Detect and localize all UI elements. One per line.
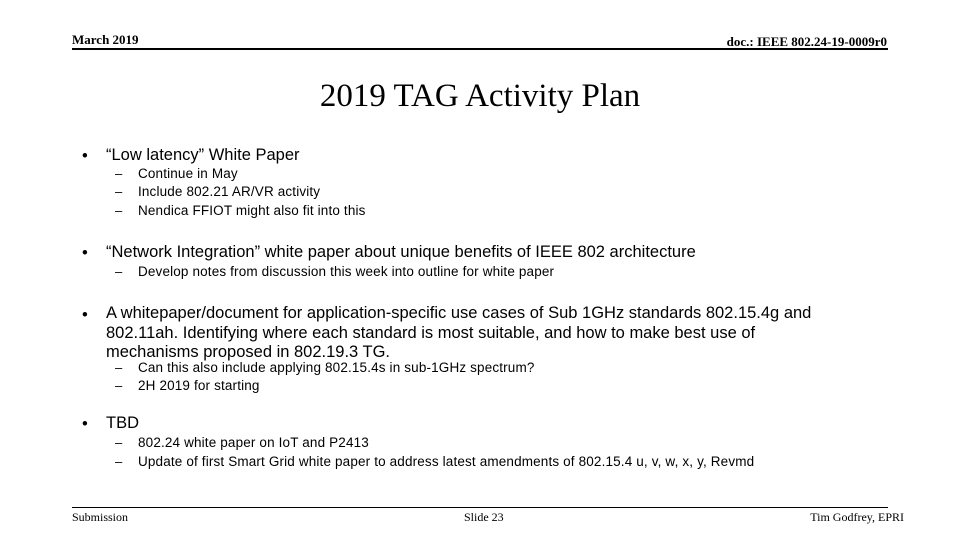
bullet-4-text: TBD <box>106 414 139 432</box>
bullet-marker: • <box>82 147 88 165</box>
sub-bullet-dash: – <box>115 264 123 279</box>
bullet-2-text: “Network Integration” white paper about unique benefits of IEEE 802 architecture <box>106 243 696 261</box>
bullet-3-text <box>106 304 896 363</box>
footer-rule <box>72 507 888 508</box>
footer-author: Tim Godfrey, EPRI <box>810 510 904 524</box>
bullet-3-line-2: 802.11ah. Identifying where each standard is most suitable, and how to make best use of <box>106 323 756 342</box>
bullet-1-text: “Low latency” White Paper <box>106 146 300 164</box>
bullet-3-sub-1: Can this also include applying 802.15.4s in sub-1GHz spectrum? <box>138 360 535 375</box>
bullet-3-line-3: mechanisms proposed in 802.19.3 TG. <box>106 343 391 361</box>
bullet-2-sub-1: Develop notes from discussion this week into outline for white paper <box>138 264 555 279</box>
slide-title: 2019 TAG Activity Plan <box>319 78 641 114</box>
sub-bullet-dash: – <box>115 378 123 393</box>
footer-submission: Submission <box>72 510 129 524</box>
sub-bullet-dash: – <box>115 360 123 375</box>
bullet-1-sub-2: Include 802.21 AR/VR activity <box>138 184 321 199</box>
sub-bullet-dash: – <box>115 203 123 218</box>
sub-bullet-dash: – <box>115 435 123 450</box>
header-rule <box>72 48 888 50</box>
bullet-1-sub-1: Continue in May <box>138 166 238 181</box>
bullet-marker: • <box>82 306 88 324</box>
bullet-3-line-1: A whitepaper/document for application-specific use cases of Sub 1GHz standards 802.15.4g and <box>106 304 812 322</box>
bullet-1-sub-3: Nendica FFIOT might also fit into this <box>138 203 366 218</box>
footer-slide-number: Slide 23 <box>464 510 504 524</box>
sub-bullet-dash: – <box>115 454 123 469</box>
sub-bullet-dash: – <box>115 166 123 181</box>
bullet-4-sub-1: 802.24 white paper on IoT and P2413 <box>138 435 369 450</box>
header-doc-id: doc.: IEEE 802.24-19-0009r0 <box>726 34 887 49</box>
bullet-marker: • <box>82 415 88 433</box>
sub-bullet-dash: – <box>115 184 123 199</box>
bullet-4-sub-2: Update of first Smart Grid white paper to address latest amendments of 802.15.4 u, v, w, x, y, Revmd <box>138 454 755 469</box>
header-date: March 2019 <box>72 32 139 47</box>
bullet-marker: • <box>82 244 88 262</box>
bullet-3-sub-2: 2H 2019 for starting <box>138 378 260 393</box>
